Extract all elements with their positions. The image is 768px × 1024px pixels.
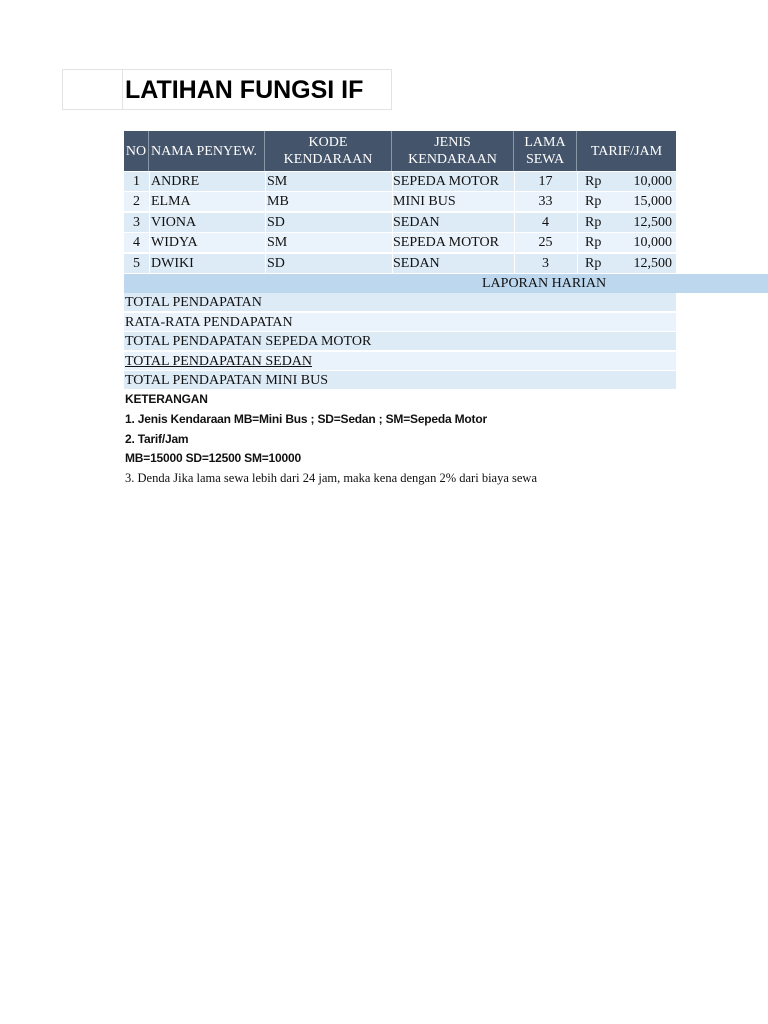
cell-tarif: 12,500 xyxy=(633,215,672,230)
cell-cur: Rp xyxy=(585,174,602,189)
summary-mini-bus: TOTAL PENDAPATAN MINI BUS xyxy=(124,371,676,390)
cell-cur: Rp xyxy=(585,215,602,230)
cell-kode: SD xyxy=(267,215,285,230)
header-lama-line2: SEWA xyxy=(525,152,565,167)
keterangan-heading: KETERANGAN xyxy=(125,392,208,406)
keterangan-line4: 3. Denda Jika lama sewa lebih dari 24 jam, maka kena dengan 2% dari biaya sewa xyxy=(125,471,537,485)
summary-sedan: TOTAL PENDAPATAN SEDAN xyxy=(124,352,676,371)
cell-lama: 25 xyxy=(538,235,553,250)
cell-nama: WIDYA xyxy=(151,235,198,250)
cell-cur: Rp xyxy=(585,235,602,250)
header-kode xyxy=(265,131,392,171)
grid-line xyxy=(514,172,515,274)
header-kode-line1: KODE xyxy=(308,135,348,150)
summary-total-pendapatan: TOTAL PENDAPATAN xyxy=(124,293,676,312)
cell-no: 2 xyxy=(133,194,140,209)
summary-sepeda-motor: TOTAL PENDAPATAN SEPEDA MOTOR xyxy=(124,332,676,351)
header-jenis xyxy=(392,131,514,171)
header-jenis-line2: KENDARAAN xyxy=(408,152,497,167)
keterangan-line2: 2. Tarif/Jam xyxy=(125,432,189,446)
laporan-band xyxy=(124,274,768,293)
header-tarif: TARIF/JAM xyxy=(577,131,676,171)
cell-tarif: 10,000 xyxy=(633,174,672,189)
cell-no: 5 xyxy=(133,256,140,271)
cell-jenis: SEDAN xyxy=(393,215,440,230)
cell-kode: SD xyxy=(267,256,285,271)
cell-kode: MB xyxy=(267,194,289,209)
cell-nama: ELMA xyxy=(151,194,191,209)
cell-kode: SM xyxy=(267,174,288,189)
cell-jenis: SEPEDA MOTOR xyxy=(393,235,499,250)
cell-tarif: 15,000 xyxy=(633,194,672,209)
grid-line xyxy=(392,172,393,274)
cell-kode: SM xyxy=(267,235,288,250)
header-lama xyxy=(514,131,577,171)
header-jenis-line1: JENIS xyxy=(434,135,471,150)
keterangan-line3: MB=15000 SD=12500 SM=10000 xyxy=(125,451,301,465)
cell-cur: Rp xyxy=(585,256,602,271)
laporan-harian-label: LAPORAN HARIAN xyxy=(482,276,607,291)
header-kode-line2: KENDARAAN xyxy=(283,152,373,167)
grid-line xyxy=(577,172,578,274)
cell-nama: DWIKI xyxy=(151,256,194,271)
cell-lama: 4 xyxy=(542,215,549,230)
cell-lama: 3 xyxy=(542,256,549,271)
summary-rata-rata: RATA-RATA PENDAPATAN xyxy=(124,313,676,332)
cell-tarif: 10,000 xyxy=(633,235,672,250)
header-lama-line1: LAMA xyxy=(524,135,566,150)
header-nama: NAMA PENYEW. xyxy=(149,131,265,171)
cell-jenis: SEDAN xyxy=(393,256,440,271)
cell-lama: 33 xyxy=(538,194,553,209)
page-title: LATIHAN FUNGSI IF xyxy=(125,76,364,104)
grid-line xyxy=(149,172,150,274)
cell-jenis: MINI BUS xyxy=(393,194,456,209)
cell-cur: Rp xyxy=(585,194,602,209)
header-no: NO xyxy=(124,131,149,171)
grid-line xyxy=(265,172,266,274)
cell-nama: VIONA xyxy=(151,215,197,230)
cell-jenis: SEPEDA MOTOR xyxy=(393,174,499,189)
cell-no: 1 xyxy=(133,174,140,189)
cell-no: 3 xyxy=(133,215,140,230)
cell-nama: ANDRE xyxy=(151,174,200,189)
keterangan-line1: 1. Jenis Kendaraan MB=Mini Bus ; SD=Sedan ; SM=Sepeda Motor xyxy=(125,412,487,426)
cell-tarif: 12,500 xyxy=(633,256,672,271)
cell-no: 4 xyxy=(133,235,140,250)
title-cell-divider xyxy=(122,69,123,110)
cell-lama: 17 xyxy=(538,174,553,189)
